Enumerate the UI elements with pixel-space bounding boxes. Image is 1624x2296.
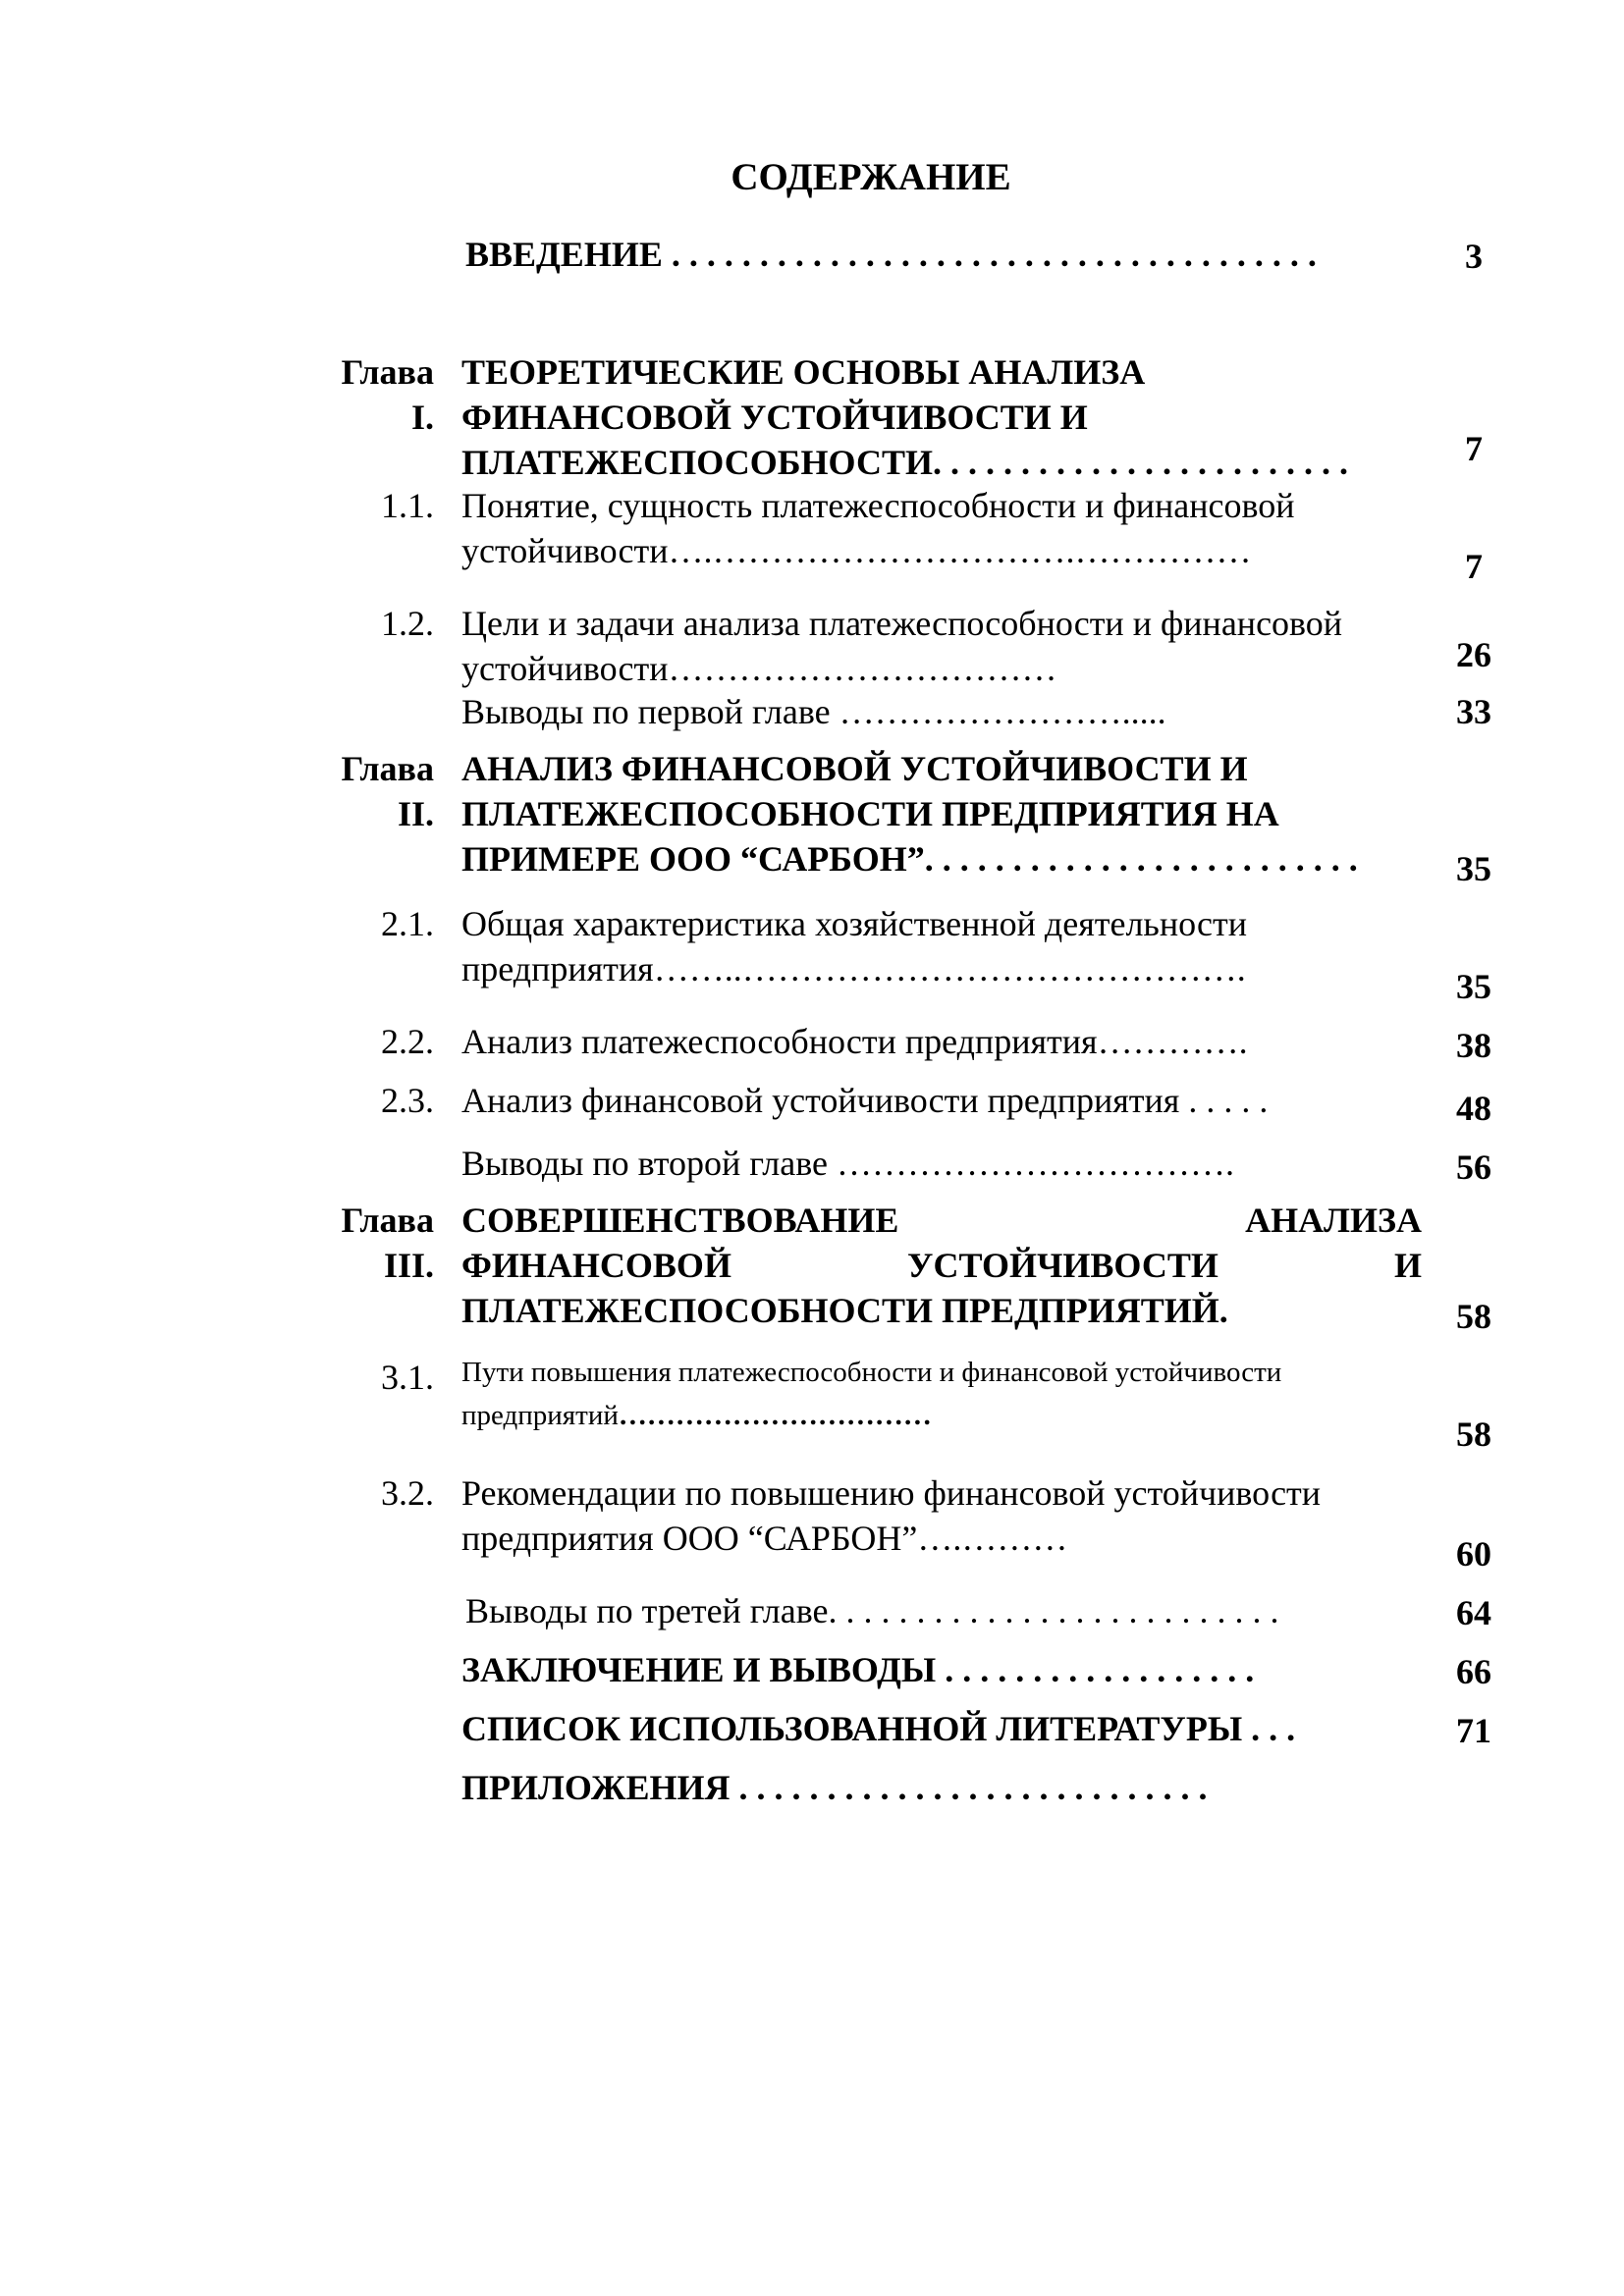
toc-page-number: 38 bbox=[1456, 1026, 1491, 1065]
toc-page-number: 64 bbox=[1456, 1593, 1491, 1632]
section-number: 2.3. bbox=[381, 1081, 434, 1120]
section-title-text: предприятий bbox=[461, 1400, 619, 1431]
toc-entry-title: ЗАКЛЮЧЕНИЕ И ВЫВОДЫ . . . . . . . . . . . . . . . . . . bbox=[461, 1650, 1255, 1689]
toc-entry-title: СПИСОК ИСПОЛЬЗОВАННОЙ ЛИТЕРАТУРЫ . . . bbox=[461, 1709, 1296, 1748]
toc-page-number: 60 bbox=[1456, 1534, 1491, 1574]
toc-page-number: 26 bbox=[1456, 635, 1491, 674]
section-number: 1.1. bbox=[381, 486, 434, 525]
section-title: Пути повышения платежеспособности и финансовой устойчивости предприятий…………………………… bbox=[461, 1357, 1282, 1431]
toc-page-number: 7 bbox=[1465, 429, 1483, 468]
toc-page-number: 58 bbox=[1456, 1297, 1491, 1336]
toc-page-number: 3 bbox=[1465, 237, 1483, 276]
toc-page-number: 35 bbox=[1456, 967, 1491, 1006]
toc-page-number: 33 bbox=[1456, 692, 1491, 731]
section-title: Выводы по первой главе ……………………..... bbox=[461, 692, 1166, 731]
section-title: Выводы по второй главе ……………………………. bbox=[461, 1144, 1234, 1183]
chapter-title: ТЕОРЕТИЧЕСКИЕ ОСНОВЫ АНАЛИЗА ФИНАНСОВОЙ УСТОЙЧИВОСТИ И ПЛАТЕЖЕСПОСОБНОСТИ. . . . . . . . . . . . . . . . . . . . . . . . bbox=[461, 352, 1348, 482]
section-number: 2.1. bbox=[381, 904, 434, 943]
section-title: Общая характеристика хозяйственной деятельности предприятия……..……………………………………. bbox=[461, 904, 1247, 988]
chapter-title-word: И bbox=[1393, 1246, 1422, 1285]
toc-page-number: 56 bbox=[1456, 1148, 1491, 1187]
toc-page-number: 7 bbox=[1465, 547, 1483, 586]
section-title: Понятие, сущность платежеспособности и финансовой устойчивости….………………………….…………… bbox=[461, 486, 1295, 570]
page-title: СОДЕРЖАНИЕ bbox=[731, 156, 1011, 198]
chapter-label: Глава I. bbox=[341, 352, 434, 437]
chapter-title-word: СОВЕРШЕНСТВОВАНИЕ bbox=[461, 1201, 899, 1240]
section-number: 3.1. bbox=[381, 1358, 434, 1397]
section-title: Рекомендации по повышению финансовой устойчивости предприятия ООО “САРБОН”….……… bbox=[461, 1473, 1322, 1558]
chapter-title-word: ФИНАНСОВОЙ bbox=[461, 1246, 731, 1285]
chapter-title: СОВЕРШЕНСТВОВАНИЕ АНАЛИЗА ФИНАНСОВОЙ УСТОЙЧИВОСТИ И ПЛАТЕЖЕСПОСОБНОСТИ ПРЕДПРИЯТИЙ. bbox=[461, 1198, 1424, 1333]
section-title: Цели и задачи анализа платежеспособности и финансовой устойчивости…………………………… bbox=[461, 604, 1343, 688]
chapter-label: Глава III. bbox=[341, 1201, 434, 1285]
toc-entry-title: ВВЕДЕНИЕ . . . . . . . . . . . . . . . . . . . . . . . . . . . . . . . . . . . . . bbox=[465, 235, 1317, 274]
chapter-title-word: УСТОЙЧИВОСТИ bbox=[907, 1246, 1218, 1285]
toc-page-number: 35 bbox=[1456, 849, 1491, 888]
section-title: Анализ финансовой устойчивости предприятия . . . . . bbox=[461, 1081, 1269, 1120]
toc-entry-title: ПРИЛОЖЕНИЯ . . . . . . . . . . . . . . . . . . . . . . . . . . . bbox=[461, 1768, 1208, 1807]
section-number: 1.2. bbox=[381, 604, 434, 643]
toc-page-number: 71 bbox=[1456, 1711, 1491, 1750]
section-title: Выводы по третей главе. . . . . . . . . . . . . . . . . . . . . . . . . . bbox=[465, 1591, 1279, 1630]
chapter-label: Глава II. bbox=[341, 749, 434, 833]
toc-page-number: 66 bbox=[1456, 1652, 1491, 1691]
section-number: 2.2. bbox=[381, 1022, 434, 1061]
leader-dots: …………………………… bbox=[618, 1400, 932, 1431]
toc-page-number: 58 bbox=[1456, 1415, 1491, 1454]
chapter-title: АНАЛИЗ ФИНАНСОВОЙ УСТОЙЧИВОСТИ И ПЛАТЕЖЕСПОСОБНОСТИ ПРЕДПРИЯТИЯ НА ПРИМЕРЕ ООО “САРБОН”. . . . . . . . . . . . . . . . . . . . . . . . . bbox=[461, 749, 1358, 879]
section-number: 3.2. bbox=[381, 1473, 434, 1513]
section-title: Анализ платежеспособности предприятия…………. bbox=[461, 1022, 1248, 1061]
chapter-title-word: АНАЛИЗА bbox=[1245, 1201, 1422, 1240]
toc-page-number: 48 bbox=[1456, 1089, 1491, 1128]
